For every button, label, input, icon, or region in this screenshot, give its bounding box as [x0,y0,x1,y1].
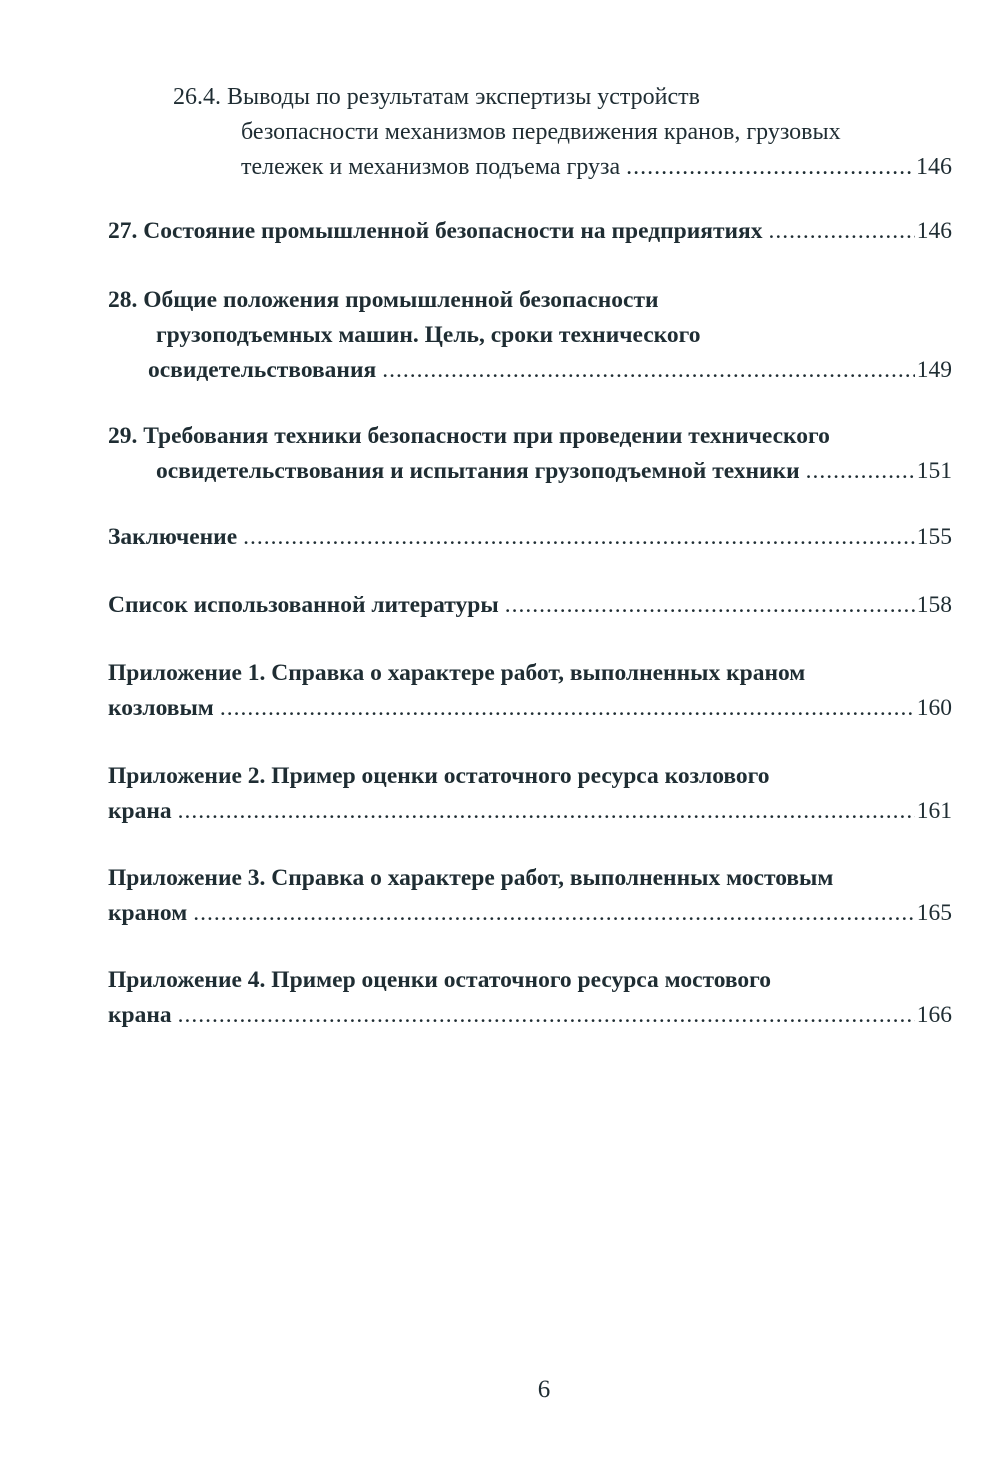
toc-entry-line: Приложение 3. Справка о характере работ, выполненных мостовым [108,865,834,891]
leader-dots [769,214,915,249]
toc-entry-line: Приложение 4. Пример оценки остаточного ресурса мостового [108,967,772,993]
toc-entry-title: краном [108,900,188,926]
toc-entry-29[interactable] [108,419,952,489]
toc-entry-title: Список использованной литературы [108,592,499,618]
toc-page-number: 161 [916,798,952,824]
toc-entry-appendix-3[interactable] [108,861,952,931]
toc-entry-appendix-4[interactable] [108,963,952,1033]
page-number: 6 [537,1376,551,1403]
toc-entry-line: 26.4. Выводы по результатам экспертизы устройств [173,84,700,110]
leader-dots [220,691,915,726]
toc-page-number: 151 [916,458,952,484]
toc-entry-line: Приложение 2. Пример оценки остаточного ресурса козлового [108,763,770,789]
toc-page-number: 166 [916,1002,952,1028]
toc-page-number: 165 [916,900,952,926]
leader-dots [243,520,915,555]
leader-dots [626,150,914,185]
leader-dots [178,794,915,829]
leader-dots [382,353,915,388]
leader-dots [193,896,915,931]
toc-entry-line: 28. Общие положения промышленной безопасности [108,287,659,313]
toc-entry-title: крана [108,1002,172,1028]
toc-page-number: 149 [916,357,952,383]
toc-entry-appendix-2[interactable] [108,759,952,829]
toc-entry-line: грузоподъемных машин. Цель, сроки технического [156,322,701,348]
toc-entry-title: козловым [108,695,214,721]
toc-entry-references[interactable] [108,588,952,623]
toc-page-number: 146 [916,154,952,180]
toc-entry-title: тележек и механизмов подъема груза [241,154,621,180]
leader-dots [505,588,915,623]
toc-entry-title: крана [108,798,172,824]
toc-entry-title: 27. Состояние промышленной безопасности на предприятиях [108,218,763,244]
toc-entry-26-4[interactable] [173,80,952,185]
toc-entry-27[interactable] [108,214,952,249]
toc-page-number: 160 [916,695,952,721]
toc-entry-appendix-1[interactable] [108,656,952,726]
toc-entry-title: освидетельствования [148,357,377,383]
toc-page-number: 146 [916,218,952,244]
toc-entry-conclusion[interactable] [108,520,952,555]
toc-entry-title: освидетельствования и испытания грузоподъемной техники [156,458,800,484]
toc-entry-line: безопасности механизмов передвижения кранов, грузовых [241,119,841,145]
leader-dots [178,998,915,1033]
toc-entry-title: Заключение [108,524,238,550]
toc-page-number: 158 [916,592,952,618]
toc-entry-line: Приложение 1. Справка о характере работ, выполненных краном [108,660,806,686]
toc-page-number: 155 [916,524,952,550]
leader-dots [806,454,915,489]
toc-entry-line: 29. Требования техники безопасности при проведении технического [108,423,830,449]
toc-entry-28[interactable] [108,283,952,388]
